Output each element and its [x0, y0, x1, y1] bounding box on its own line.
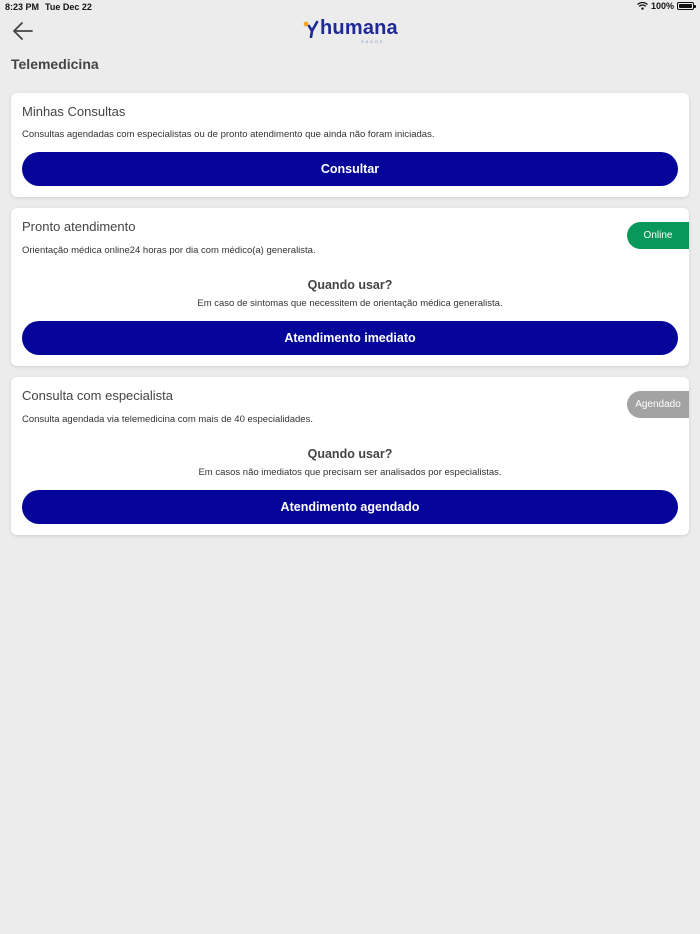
- status-right: [637, 1, 694, 11]
- logo-text: humana: [320, 17, 398, 39]
- scheduled-care-button[interactable]: Atendimento agendado: [22, 490, 678, 524]
- logo-subtext: SAÚDE: [361, 39, 385, 44]
- status-bar: [0, 0, 700, 14]
- page-title: Telemedicina: [11, 56, 99, 72]
- when-to-use-description: Em casos não imediatos que precisam ser analisados por especialistas.: [198, 467, 502, 478]
- immediate-care-button[interactable]: Atendimento imediato: [22, 321, 678, 355]
- online-status-badge: Online: [627, 222, 689, 249]
- wifi-icon: [637, 2, 648, 10]
- scheduled-status-badge: Agendado: [627, 391, 689, 418]
- urgent-care-card: [11, 208, 689, 366]
- arrow-left-icon: [11, 20, 35, 42]
- when-to-use-description: Em caso de sintomas que necessitem de orientação médica generalista.: [197, 298, 503, 309]
- consult-button[interactable]: Consultar: [22, 152, 678, 186]
- my-consultations-card: [11, 93, 689, 197]
- card-description: Consultas agendadas com especialistas ou de pronto atendimento que ainda não foram iniciadas.: [22, 129, 435, 140]
- status-date: Tue Dec 22: [45, 2, 92, 12]
- when-to-use-title: Quando usar?: [307, 447, 393, 461]
- card-title: Consulta com especialista: [22, 388, 174, 403]
- battery-icon: [677, 2, 694, 10]
- when-to-use-title: Quando usar?: [307, 278, 393, 292]
- card-title: Minhas Consultas: [22, 104, 126, 119]
- card-description: Orientação médica online24 horas por dia com médico(a) generalista.: [22, 245, 316, 256]
- humana-logo-mark-icon: [303, 20, 319, 38]
- specialist-consultation-card: [11, 377, 689, 535]
- humana-logo: [303, 17, 399, 45]
- back-button[interactable]: [11, 20, 35, 42]
- battery-percent: 100%: [650, 1, 674, 11]
- status-time: 8:23 PM: [5, 2, 40, 12]
- card-title: Pronto atendimento: [22, 219, 136, 234]
- card-description: Consulta agendada via telemedicina com mais de 40 especialidades.: [22, 414, 313, 425]
